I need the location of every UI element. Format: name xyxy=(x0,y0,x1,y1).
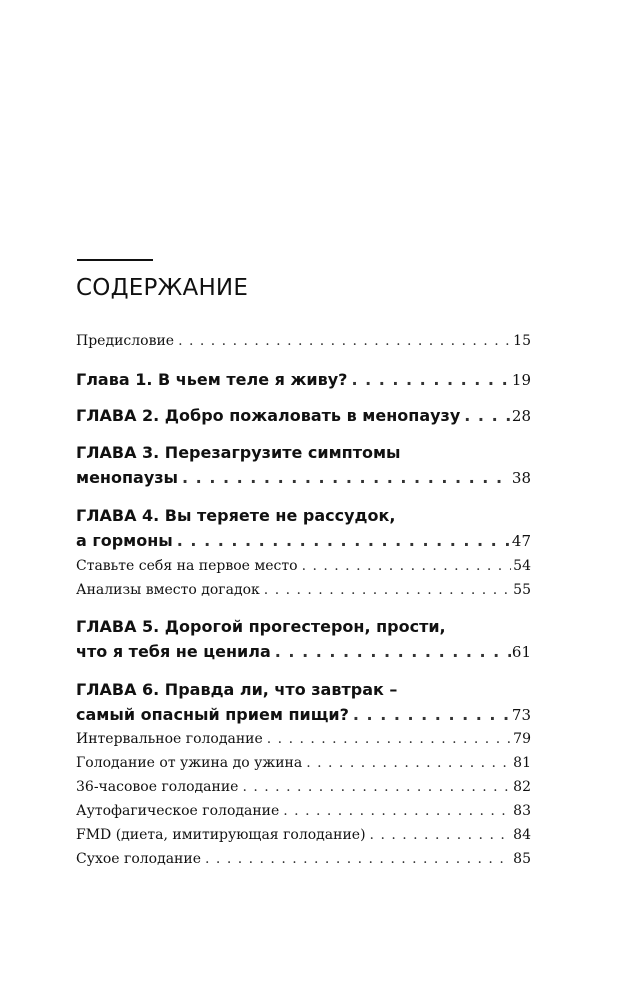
toc-entry-page: 81 xyxy=(513,755,531,771)
toc-entry-text: самый опасный прием пищи? xyxy=(76,705,349,724)
toc-entry-text: Анализы вместо догадок xyxy=(76,582,260,598)
toc-entry-text: Сухое голодание xyxy=(76,851,202,867)
toc-entry-text: Голодание от ужина до ужина xyxy=(76,755,303,771)
toc-entry-text: Глава 1. В чьем теле я живу? xyxy=(76,370,348,389)
leader-dots xyxy=(349,703,511,727)
toc-entry-section xyxy=(76,849,531,869)
leader-dots xyxy=(460,404,511,428)
toc-entry-page: 55 xyxy=(513,582,531,598)
toc-entry-chapter-2 xyxy=(76,404,531,428)
toc-entry-section xyxy=(76,580,531,600)
toc-entry-chapter-3 xyxy=(76,466,531,490)
leader-dots xyxy=(201,849,511,869)
toc-entry-chapter-6-title: ГЛАВА 6. Правда ли, что завтрак – xyxy=(76,680,398,699)
toc-entry-page: 84 xyxy=(513,827,531,843)
toc-entry-chapter-5 xyxy=(76,640,531,664)
toc-entry-page: 61 xyxy=(511,643,531,661)
leader-dots xyxy=(366,825,511,845)
leader-dots xyxy=(298,556,511,576)
toc-entry-text: что я тебя не ценила xyxy=(76,642,271,661)
toc-entry-chapter-1 xyxy=(76,368,531,392)
leader-dots xyxy=(279,801,511,821)
toc-entry-page: 73 xyxy=(511,706,531,724)
toc-entry-text: 36-часовое голодание xyxy=(76,779,239,795)
toc-entry-page: 85 xyxy=(513,851,531,867)
toc-entry-page: 38 xyxy=(511,469,531,487)
toc-entry-page: 19 xyxy=(511,371,531,389)
toc-entry-chapter-4-title: ГЛАВА 4. Вы теряете не рассудок, xyxy=(76,506,396,525)
toc-entry-section xyxy=(76,777,531,797)
leader-dots xyxy=(260,580,511,600)
toc-entry-text: а гормоны xyxy=(76,531,173,550)
toc-entry-section xyxy=(76,729,531,749)
toc-entry-text: менопаузы xyxy=(76,468,179,487)
toc-entry-page: 15 xyxy=(513,333,531,349)
leader-dots xyxy=(178,466,511,490)
toc-entry-chapter-6 xyxy=(76,703,531,727)
leader-dots xyxy=(347,368,511,392)
toc-entry-chapter-4 xyxy=(76,529,531,553)
toc-entry-section xyxy=(76,825,531,845)
leader-dots xyxy=(271,640,511,664)
toc-entry-section xyxy=(76,753,531,773)
toc-entry-text: Аутофагическое голодание xyxy=(76,803,280,819)
toc-entry-text: Интервальное голодание xyxy=(76,731,263,747)
leader-dots xyxy=(263,729,511,749)
toc-entry-page: 47 xyxy=(511,532,531,550)
toc-entry-page: 79 xyxy=(513,731,531,747)
toc-entry-page: 83 xyxy=(513,803,531,819)
toc-entry-text: Предисловие xyxy=(76,333,175,349)
toc-entry-page: 82 xyxy=(513,779,531,795)
toc-title: СОДЕРЖАНИЕ xyxy=(76,275,249,301)
leader-dots xyxy=(173,529,511,553)
toc-entry-text: FMD (диета, имитирующая голодание) xyxy=(76,827,366,843)
toc-entry-section xyxy=(76,556,531,576)
heading-rule xyxy=(77,259,153,261)
toc-entry-text: ГЛАВА 2. Добро пожаловать в менопаузу xyxy=(76,406,461,425)
leader-dots xyxy=(174,331,511,351)
leader-dots xyxy=(238,777,511,797)
toc-entry-page: 28 xyxy=(511,407,531,425)
leader-dots xyxy=(302,753,511,773)
toc-entry-section xyxy=(76,801,531,821)
toc-entry-page: 54 xyxy=(513,558,531,574)
toc-entry-foreword xyxy=(76,331,531,351)
toc-entry-chapter-3-title: ГЛАВА 3. Перезагрузите симптомы xyxy=(76,443,401,462)
toc-entry-text: Ставьте себя на первое место xyxy=(76,558,298,574)
toc-entry-chapter-5-title: ГЛАВА 5. Дорогой прогестерон, прости, xyxy=(76,617,446,636)
